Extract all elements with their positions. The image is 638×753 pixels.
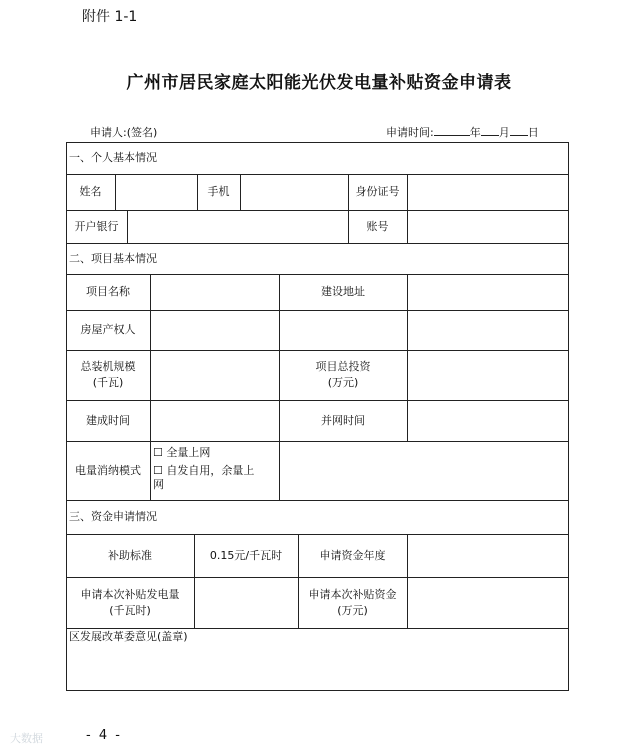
reform-commission-opinion-label: 区发展改革委意见(盖章) <box>69 630 188 643</box>
capacity-label: 总装机规模 (千瓦) <box>80 360 136 389</box>
year-unit: 年 <box>469 126 481 139</box>
build-address-label: 建设地址 <box>321 285 365 298</box>
rule <box>115 174 116 211</box>
form-title: 广州市居民家庭太阳能光伏发电量补贴资金申请表 <box>126 73 512 93</box>
owner-label: 房屋产权人 <box>80 323 136 336</box>
rule <box>240 174 241 211</box>
bank-label: 开户银行 <box>74 219 119 233</box>
rule <box>407 274 408 442</box>
table-border-bottom <box>66 690 569 691</box>
rule <box>407 534 408 629</box>
subsidy-standard-label: 补助标准 <box>108 548 152 562</box>
name-label: 姓名 <box>79 185 102 198</box>
account-label: 账号 <box>366 219 389 233</box>
watermark: 大数据 <box>10 732 43 745</box>
section1-heading: 一、个人基本情况 <box>69 151 157 164</box>
table-border-right <box>568 142 569 691</box>
id-number-label: 身份证号 <box>355 185 400 198</box>
rule <box>127 210 128 244</box>
subsidy-amount-label: 申请本次补贴资金 (万元) <box>308 587 397 617</box>
apply-time-label: 申请时间: <box>386 126 434 139</box>
day-unit: 日 <box>527 126 539 139</box>
rule <box>66 174 569 175</box>
self-use-surplus-checkbox[interactable]: ☐ 自发自用，余量上 网 <box>153 464 255 491</box>
grid-time-label: 并网时间 <box>321 413 365 427</box>
applicant-signature-label: 申请人:(签名) <box>90 126 158 139</box>
rule <box>150 274 151 501</box>
completion-time-label: 建成时间 <box>86 413 130 427</box>
section2-heading: 二、项目基本情况 <box>69 251 157 265</box>
section3-heading: 三、资金申请情况 <box>69 510 157 523</box>
attachment-label: 附件 1-1 <box>82 9 138 25</box>
rule <box>66 210 569 211</box>
consumption-mode-label: 电量消纳模式 <box>75 463 141 477</box>
month-unit: 月 <box>498 126 510 139</box>
apply-year-label: 申请资金年度 <box>319 548 386 562</box>
subsidy-energy-label: 申请本次补贴发电量 (千瓦时) <box>80 587 180 617</box>
phone-label: 手机 <box>207 185 230 198</box>
investment-label: 项目总投资 (万元) <box>315 360 371 389</box>
subsidy-standard-value: 0.15元/千瓦时 <box>209 548 283 562</box>
project-name-label: 项目名称 <box>86 285 130 298</box>
rule <box>407 174 408 244</box>
page-number: - 4 - <box>86 728 122 743</box>
full-grid-checkbox[interactable]: ☐ 全量上网 <box>153 446 211 459</box>
